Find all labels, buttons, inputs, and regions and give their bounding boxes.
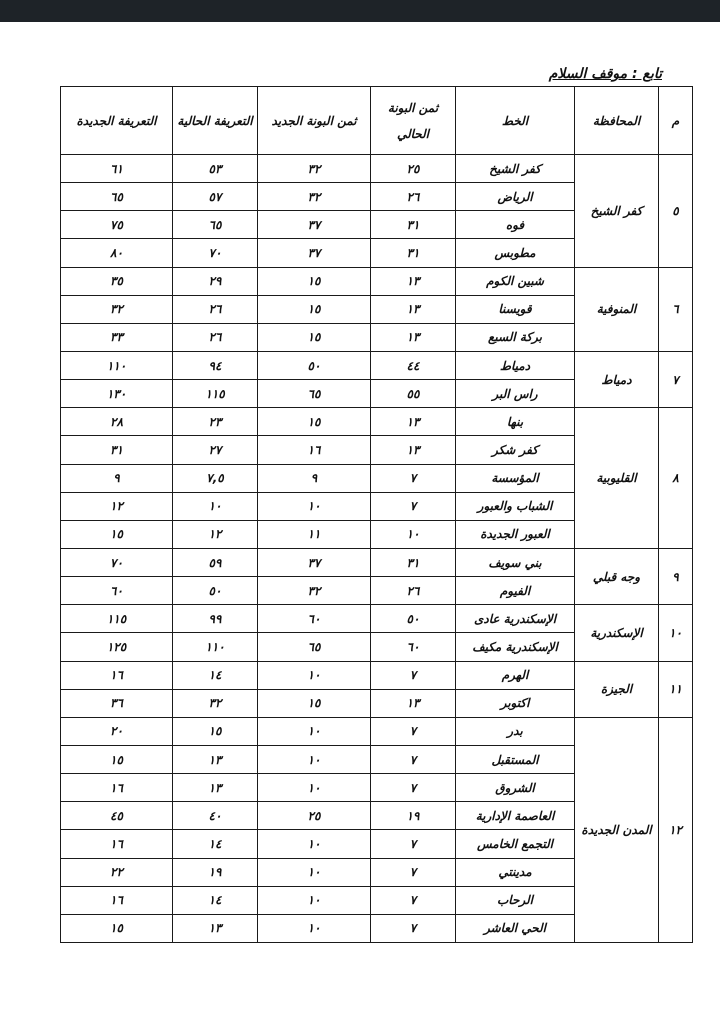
old-tariff-cell: ١٤ bbox=[173, 886, 258, 914]
old-tariff-cell: ٧٠ bbox=[173, 239, 258, 267]
old-coupon-cell: ٧ bbox=[371, 464, 456, 492]
governorate-cell: وجه قبلي bbox=[575, 548, 659, 604]
new-coupon-cell: ٣٢ bbox=[258, 155, 371, 183]
new-tariff-cell: ١١٥ bbox=[61, 605, 173, 633]
row-number-cell: ٨ bbox=[659, 408, 693, 549]
governorate-cell: المنوفية bbox=[575, 267, 659, 351]
new-tariff-cell: ١٦ bbox=[61, 830, 173, 858]
new-coupon-cell: ١٥ bbox=[258, 267, 371, 295]
new-tariff-cell: ٧٠ bbox=[61, 548, 173, 576]
new-coupon-cell: ١١ bbox=[258, 520, 371, 548]
new-coupon-cell: ١٠ bbox=[258, 830, 371, 858]
top-bar bbox=[0, 0, 720, 22]
old-tariff-cell: ٥٧ bbox=[173, 183, 258, 211]
governorate-cell: المدن الجديدة bbox=[575, 717, 659, 942]
header-governorate: المحافظة bbox=[575, 87, 659, 155]
new-coupon-cell: ١٠ bbox=[258, 492, 371, 520]
old-tariff-cell: ١٩ bbox=[173, 858, 258, 886]
old-coupon-cell: ١٣ bbox=[371, 295, 456, 323]
old-coupon-cell: ٧ bbox=[371, 914, 456, 942]
old-coupon-cell: ٧ bbox=[371, 858, 456, 886]
new-coupon-cell: ٩ bbox=[258, 464, 371, 492]
governorate-cell: دمياط bbox=[575, 351, 659, 407]
line-cell: التجمع الخامس bbox=[456, 830, 575, 858]
old-tariff-cell: ١٣ bbox=[173, 774, 258, 802]
old-coupon-cell: ١٣ bbox=[371, 267, 456, 295]
line-cell: بركة السبع bbox=[456, 323, 575, 351]
new-coupon-cell: ١٥ bbox=[258, 295, 371, 323]
line-cell: شبين الكوم bbox=[456, 267, 575, 295]
header-num: م bbox=[659, 87, 693, 155]
new-tariff-cell: ١٣٠ bbox=[61, 380, 173, 408]
governorate-cell: الجيزة bbox=[575, 661, 659, 717]
header-line: الخط bbox=[456, 87, 575, 155]
new-coupon-cell: ٢٥ bbox=[258, 802, 371, 830]
old-tariff-cell: ٩٩ bbox=[173, 605, 258, 633]
new-tariff-cell: ٦٠ bbox=[61, 577, 173, 605]
old-coupon-cell: ١٩ bbox=[371, 802, 456, 830]
new-tariff-cell: ٢٨ bbox=[61, 408, 173, 436]
old-coupon-cell: ٧ bbox=[371, 492, 456, 520]
new-coupon-cell: ٣٧ bbox=[258, 239, 371, 267]
line-cell: الإسكندرية مكيف bbox=[456, 633, 575, 661]
new-tariff-cell: ٩ bbox=[61, 464, 173, 492]
old-coupon-cell: ٢٥ bbox=[371, 155, 456, 183]
line-cell: المؤسسة bbox=[456, 464, 575, 492]
old-tariff-cell: ٥٣ bbox=[173, 155, 258, 183]
old-tariff-cell: ٩٤ bbox=[173, 351, 258, 379]
new-tariff-cell: ٣٣ bbox=[61, 323, 173, 351]
new-coupon-cell: ١٠ bbox=[258, 745, 371, 773]
new-coupon-cell: ١٠ bbox=[258, 886, 371, 914]
new-tariff-cell: ٨٠ bbox=[61, 239, 173, 267]
new-tariff-cell: ٣٢ bbox=[61, 295, 173, 323]
governorate-cell: الإسكندرية bbox=[575, 605, 659, 661]
old-tariff-cell: ١٥ bbox=[173, 717, 258, 745]
old-coupon-cell: ٣١ bbox=[371, 211, 456, 239]
header-old-tariff: التعريفة الحالية bbox=[173, 87, 258, 155]
line-cell: الشباب والعبور bbox=[456, 492, 575, 520]
old-coupon-cell: ١٣ bbox=[371, 689, 456, 717]
old-tariff-cell: ٢٧ bbox=[173, 436, 258, 464]
old-tariff-cell: ١٠ bbox=[173, 492, 258, 520]
old-coupon-cell: ٣١ bbox=[371, 239, 456, 267]
new-coupon-cell: ١٠ bbox=[258, 717, 371, 745]
old-tariff-cell: ٢٦ bbox=[173, 323, 258, 351]
table-row bbox=[61, 408, 693, 436]
old-coupon-cell: ٧ bbox=[371, 661, 456, 689]
old-tariff-cell: ١٤ bbox=[173, 830, 258, 858]
new-tariff-cell: ١١٠ bbox=[61, 351, 173, 379]
new-tariff-cell: ٤٥ bbox=[61, 802, 173, 830]
line-cell: بنها bbox=[456, 408, 575, 436]
old-coupon-cell: ٣١ bbox=[371, 548, 456, 576]
line-cell: اكتوبر bbox=[456, 689, 575, 717]
old-coupon-cell: ٢٦ bbox=[371, 577, 456, 605]
new-tariff-cell: ٣٥ bbox=[61, 267, 173, 295]
line-cell: الحي العاشر bbox=[456, 914, 575, 942]
new-tariff-cell: ٣٦ bbox=[61, 689, 173, 717]
old-tariff-cell: ٢٩ bbox=[173, 267, 258, 295]
line-cell: بدر bbox=[456, 717, 575, 745]
new-coupon-cell: ٥٠ bbox=[258, 351, 371, 379]
line-cell: بني سويف bbox=[456, 548, 575, 576]
old-coupon-cell: ٥٠ bbox=[371, 605, 456, 633]
line-cell: الإسكندرية عادى bbox=[456, 605, 575, 633]
table-row bbox=[61, 717, 693, 745]
new-tariff-cell: ١٥ bbox=[61, 520, 173, 548]
old-tariff-cell: ٣٢ bbox=[173, 689, 258, 717]
new-coupon-cell: ١٥ bbox=[258, 689, 371, 717]
new-tariff-cell: ١٥ bbox=[61, 745, 173, 773]
new-coupon-cell: ٦٥ bbox=[258, 380, 371, 408]
row-number-cell: ١١ bbox=[659, 661, 693, 717]
old-coupon-cell: ١٣ bbox=[371, 436, 456, 464]
old-tariff-cell: ١٢ bbox=[173, 520, 258, 548]
new-tariff-cell: ١٦ bbox=[61, 774, 173, 802]
table-row bbox=[61, 548, 693, 576]
old-coupon-cell: ٥٥ bbox=[371, 380, 456, 408]
old-tariff-cell: ١٣ bbox=[173, 745, 258, 773]
fares-table bbox=[60, 86, 693, 943]
old-coupon-cell: ١٣ bbox=[371, 323, 456, 351]
new-tariff-cell: ٧٥ bbox=[61, 211, 173, 239]
old-coupon-cell: ٧ bbox=[371, 886, 456, 914]
new-coupon-cell: ١٠ bbox=[258, 914, 371, 942]
line-cell: الهرم bbox=[456, 661, 575, 689]
page-heading: تابع : موقف السلام bbox=[548, 66, 662, 82]
old-coupon-cell: ٧ bbox=[371, 717, 456, 745]
new-tariff-cell: ٦٥ bbox=[61, 183, 173, 211]
old-tariff-cell: ٢٦ bbox=[173, 295, 258, 323]
old-tariff-cell: ٢٣ bbox=[173, 408, 258, 436]
line-cell: دمياط bbox=[456, 351, 575, 379]
old-coupon-cell: ٧ bbox=[371, 745, 456, 773]
new-coupon-cell: ٣٢ bbox=[258, 183, 371, 211]
line-cell: قويسنا bbox=[456, 295, 575, 323]
new-tariff-cell: ٢٢ bbox=[61, 858, 173, 886]
new-coupon-cell: ١٦ bbox=[258, 436, 371, 464]
new-coupon-cell: ١٥ bbox=[258, 323, 371, 351]
old-coupon-cell: ١٣ bbox=[371, 408, 456, 436]
line-cell: كفر الشيخ bbox=[456, 155, 575, 183]
old-tariff-cell: ١٣ bbox=[173, 914, 258, 942]
row-number-cell: ١٢ bbox=[659, 717, 693, 942]
new-coupon-cell: ١٥ bbox=[258, 408, 371, 436]
header-new-tariff: التعريفة الجديدة bbox=[61, 87, 173, 155]
old-coupon-cell: ٧ bbox=[371, 830, 456, 858]
new-tariff-cell: ١٦ bbox=[61, 886, 173, 914]
line-cell: الفيوم bbox=[456, 577, 575, 605]
table-row bbox=[61, 605, 693, 633]
line-cell: الرياض bbox=[456, 183, 575, 211]
new-coupon-cell: ١٠ bbox=[258, 858, 371, 886]
old-tariff-cell: ٤٠ bbox=[173, 802, 258, 830]
table-row bbox=[61, 661, 693, 689]
table-row bbox=[61, 155, 693, 183]
row-number-cell: ٥ bbox=[659, 155, 693, 268]
line-cell: الشروق bbox=[456, 774, 575, 802]
header-row bbox=[61, 87, 693, 155]
line-cell: العبور الجديدة bbox=[456, 520, 575, 548]
new-tariff-cell: ١٦ bbox=[61, 661, 173, 689]
old-tariff-cell: ٥٩ bbox=[173, 548, 258, 576]
old-coupon-cell: ٤٤ bbox=[371, 351, 456, 379]
new-tariff-cell: ١٢٥ bbox=[61, 633, 173, 661]
row-number-cell: ٩ bbox=[659, 548, 693, 604]
row-number-cell: ٧ bbox=[659, 351, 693, 407]
old-tariff-cell: ١١٥ bbox=[173, 380, 258, 408]
new-coupon-cell: ١٠ bbox=[258, 774, 371, 802]
old-tariff-cell: ٥٠ bbox=[173, 577, 258, 605]
old-coupon-cell: ٦٠ bbox=[371, 633, 456, 661]
old-tariff-cell: ٧,٥ bbox=[173, 464, 258, 492]
old-tariff-cell: ٦٥ bbox=[173, 211, 258, 239]
new-tariff-cell: ٢٠ bbox=[61, 717, 173, 745]
new-tariff-cell: ٣١ bbox=[61, 436, 173, 464]
new-tariff-cell: ٦١ bbox=[61, 155, 173, 183]
line-cell: العاصمة الإدارية bbox=[456, 802, 575, 830]
row-number-cell: ١٠ bbox=[659, 605, 693, 661]
governorate-cell: كفر الشيخ bbox=[575, 155, 659, 268]
new-tariff-cell: ١٢ bbox=[61, 492, 173, 520]
header-old-coupon: ثمن البونة الحالي bbox=[371, 87, 456, 155]
new-coupon-cell: ٣٧ bbox=[258, 548, 371, 576]
row-number-cell: ٦ bbox=[659, 267, 693, 351]
new-coupon-cell: ١٠ bbox=[258, 661, 371, 689]
line-cell: كفر شكر bbox=[456, 436, 575, 464]
line-cell: فوه bbox=[456, 211, 575, 239]
line-cell: راس البر bbox=[456, 380, 575, 408]
old-coupon-cell: ٧ bbox=[371, 774, 456, 802]
old-tariff-cell: ١١٠ bbox=[173, 633, 258, 661]
line-cell: مطوبس bbox=[456, 239, 575, 267]
new-coupon-cell: ٣٧ bbox=[258, 211, 371, 239]
new-coupon-cell: ٦٠ bbox=[258, 605, 371, 633]
line-cell: المستقبل bbox=[456, 745, 575, 773]
new-coupon-cell: ٣٢ bbox=[258, 577, 371, 605]
old-coupon-cell: ١٠ bbox=[371, 520, 456, 548]
old-coupon-cell: ٢٦ bbox=[371, 183, 456, 211]
table-row bbox=[61, 267, 693, 295]
new-coupon-cell: ٦٥ bbox=[258, 633, 371, 661]
governorate-cell: القليوبية bbox=[575, 408, 659, 549]
new-tariff-cell: ١٥ bbox=[61, 914, 173, 942]
line-cell: الرحاب bbox=[456, 886, 575, 914]
header-new-coupon: ثمن البونة الجديد bbox=[258, 87, 371, 155]
table-row bbox=[61, 351, 693, 379]
line-cell: مدينتي bbox=[456, 858, 575, 886]
old-tariff-cell: ١٤ bbox=[173, 661, 258, 689]
